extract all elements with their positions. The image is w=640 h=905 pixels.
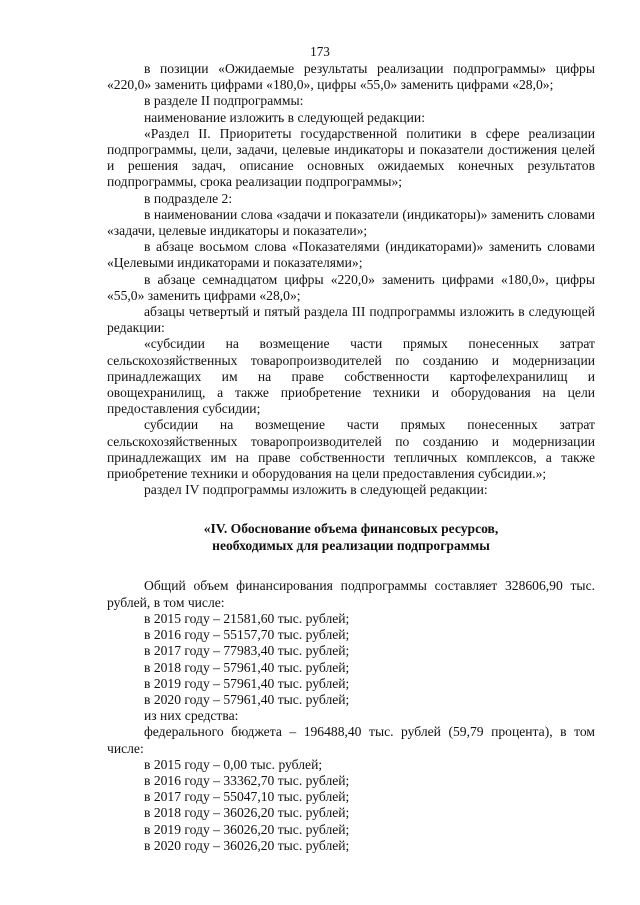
list-item: в 2020 году – 57961,40 тыс. рублей; (144, 691, 350, 707)
list-item: в 2017 году – 55047,10 тыс. рублей; (144, 789, 350, 805)
paragraph: «субсидии на возмещение части прямых понесенных затрат сельскохозяйственных товаропроизводителей по созданию и модернизации принадлежащих им на праве собственности картофелехранилищ и овощехранилищ, а также приобретение техники и оборудования на цели предоставления субсидии; (107, 336, 595, 417)
paragraph: в позиции «Ожидаемые результаты реализации подпрограммы» цифры «220,0» заменить цифрами «180,0», цифры «55,0» заменить цифрами «28,0»; (107, 61, 595, 93)
page-number: 173 (310, 44, 330, 59)
list-item: в 2019 году – 36026,20 тыс. рублей; (144, 821, 350, 837)
paragraph: в подразделе 2: (144, 190, 233, 206)
paragraph: в разделе II подпрограммы: (144, 93, 304, 109)
list-item: в 2016 году – 33362,70 тыс. рублей; (144, 772, 350, 788)
paragraph: «Раздел II. Приоритеты государственной политики в сфере реализации подпрограммы, цели, задачи, целевые индикаторы и показатели достижения целей и решения задач, описание основных ожидаемых конечных результатов подпрограммы, срока реализации подпрограммы»; (107, 125, 595, 190)
list-item: в 2016 году – 55157,70 тыс. рублей; (144, 627, 350, 643)
list-item: в 2020 году – 36026,20 тыс. рублей; (144, 837, 350, 853)
paragraph: раздел IV подпрограммы изложить в следующей редакции: (144, 482, 488, 498)
section-heading-line: необходимых для реализации подпрограммы (212, 538, 490, 554)
section-heading-line: «IV. Обоснование объема финансовых ресурсов, (203, 521, 499, 537)
paragraph: абзацы четвертый и пятый раздела III подпрограммы изложить в следующей редакции: (107, 304, 595, 336)
list-item: в 2017 году – 77983,40 тыс. рублей; (144, 643, 350, 659)
list-item: в 2015 году – 21581,60 тыс. рублей; (144, 610, 350, 626)
section-heading (107, 520, 595, 554)
list-item: в 2019 году – 57961,40 тыс. рублей; (144, 675, 350, 691)
total-funding-paragraph: Общий объем финансирования подпрограммы составляет 328606,90 тыс. рублей, в том числе: (107, 578, 595, 610)
of-them-label: из них средства: (144, 708, 239, 724)
list-item: в 2018 году – 36026,20 тыс. рублей; (144, 805, 350, 821)
paragraph: в наименовании слова «задачи и показатели (индикаторы)» заменить словами «задачи, целевые индикаторы и показатели»; (107, 206, 595, 239)
list-item: в 2018 году – 57961,40 тыс. рублей; (144, 659, 350, 675)
paragraph: наименование изложить в следующей редакции: (144, 109, 425, 125)
list-item: в 2015 году – 0,00 тыс. рублей; (144, 756, 323, 772)
paragraph: в абзаце восьмом слова «Показателями (индикаторами)» заменить словами «Целевыми индикаторами и показателями»; (107, 239, 595, 271)
document-body (107, 61, 595, 854)
paragraph: субсидии на возмещение части прямых понесенных затрат сельскохозяйственных товаропроизводителей по созданию и модернизации принадлежащих им на праве собственности тепличных комплексов, а также приобретение техники и оборудования на цели предоставления субсидии.»; (107, 417, 595, 482)
paragraph: в абзаце семнадцатом цифры «220,0» заменить цифрами «180,0», цифры «55,0» заменить цифрами «28,0»; (107, 271, 595, 303)
federal-funding-paragraph: федерального бюджета – 196488,40 тыс. рублей (59,79 процента), в том числе: (107, 724, 595, 756)
